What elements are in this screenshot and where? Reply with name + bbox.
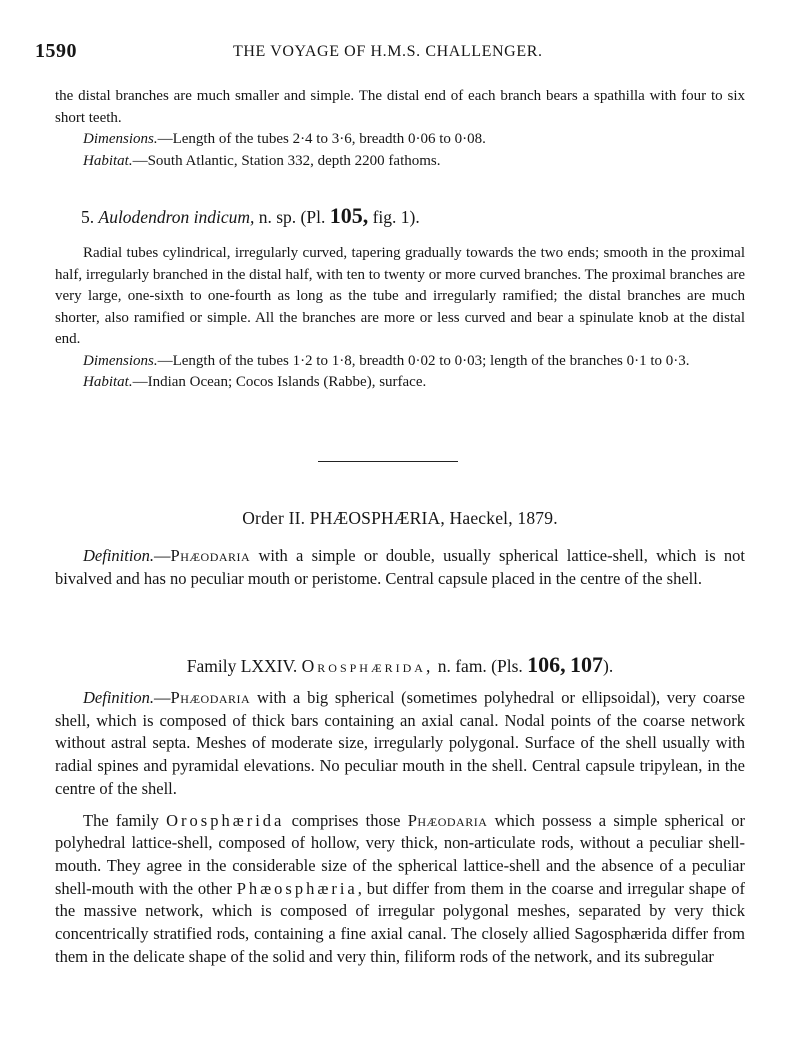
family-definition-paragraph: [55, 687, 745, 801]
section-divider: [318, 461, 458, 462]
habitat-text: —South Atlantic, Station 332, depth 2200 fathoms.: [132, 152, 441, 169]
family-heading: [0, 652, 800, 678]
species-name: Aulodendron indicum,: [98, 207, 255, 227]
body-text-1: comprises those: [284, 810, 408, 830]
dimensions-text: —Length of the tubes 2·4 to 3·6, breadth 0·06 to 0·08.: [157, 131, 486, 147]
order-definition-paragraph: [55, 545, 745, 590]
body-text-2: which possess a simple spherical or polyhedral lattice-shell, composed of hollow, very thick, non-articulate rods, without a peculiar shell-mouth. They agree in the considerable size of the spherical lattice-shell and the absence of a peculiar shell-mouth with the other: [55, 810, 746, 898]
family-close: ).: [603, 656, 614, 676]
species-number: 5.: [81, 207, 95, 227]
definition-group: Phæodaria: [170, 688, 251, 707]
dimensions-label: Dimensions.: [83, 352, 158, 369]
figure-ref: fig. 1).: [372, 207, 420, 227]
family-status: n. fam. (Pls.: [437, 656, 523, 676]
family-name: Orosphærida,: [301, 656, 434, 676]
continuation-paragraph: the distal branches are much smaller and simple. The distal end of each branch bears a spathilla with four to six short teeth.: [55, 88, 745, 126]
page-header: [35, 40, 765, 64]
species-heading: [81, 203, 420, 229]
family-body-paragraph: [55, 810, 745, 969]
definition-dash: —: [154, 688, 171, 707]
body-group: Phæodaria: [407, 810, 488, 830]
body-family-name: Orosphærida: [166, 810, 285, 830]
habitat-text: —Indian Ocean; Cocos Islands (Rabbe), surface.: [132, 374, 427, 390]
family-prefix: Family LXXIV.: [186, 656, 298, 676]
dimensions-text: —Length of the tubes 1·2 to 1·8, breadth 0·02 to 0·03; length of the branches 0·1 to 0·3.: [157, 352, 690, 369]
body-text-3: , but differ from them in the coarse and irregular shape of the massive network, which is composed of irregular polygonal meshes, separated by very thick concentrically stratified rods, containing a fine axial canal. The closely allied Sagosphærida differ from them in the delicate shape of the solid and very thin, filiform rods of the network, and its subregular: [55, 878, 745, 966]
habitat-label: Habitat.: [83, 374, 133, 390]
habitat-label: Habitat.: [83, 152, 133, 169]
species-dimensions-paragraph: [55, 351, 745, 373]
previous-species-section: [55, 86, 745, 172]
running-head: THE VOYAGE OF H.M.S. CHALLENGER.: [233, 43, 543, 60]
family-plate-1: 106,: [527, 652, 566, 677]
habitat-paragraph: [55, 151, 745, 173]
dimensions-label: Dimensions.: [83, 131, 158, 147]
definition-group: Phæodaria: [170, 546, 251, 565]
definition-dash: —: [154, 546, 171, 565]
definition-text: with a simple or double, usually spherical lattice-shell, which is not bivalved and has no peculiar mouth or peristome. Central capsule placed in the centre of the shell.: [55, 546, 745, 588]
dimensions-paragraph: [55, 129, 745, 151]
family-section: [55, 687, 745, 968]
species-description: Radial tubes cylindrical, irregularly curved, tapering gradually towards the two ends; smooth in the proximal half, irregularly branched in the distal half, with ten to twenty or more curved branches. The proximal branches are very large, one-sixth to one-fourth as long as the tube and irregularly ramified; the distal branches are much shorter, also ramified or simple. All the branches are more or less curved and bear a spinulate knob at the distal end.: [55, 245, 745, 347]
species-habitat-paragraph: [55, 372, 745, 394]
species-status: n. sp. (Pl.: [258, 207, 326, 227]
plate-number: 105,: [329, 203, 369, 228]
order-definition-section: [55, 545, 745, 590]
family-plate-2: 107: [570, 652, 604, 677]
body-other-group: Phæosphæria: [236, 878, 358, 898]
body-intro: The family: [83, 810, 167, 830]
page-number: 1590: [35, 40, 77, 62]
definition-label: Definition.: [83, 688, 155, 707]
order-heading: Order II. PHÆOSPHÆRIA, Haeckel, 1879.: [242, 508, 558, 528]
definition-label: Definition.: [83, 546, 155, 565]
species-section: [55, 243, 745, 394]
definition-text: with a big spherical (sometimes polyhedral or ellipsoidal), very coarse shell, which is composed of thick bars containing an axial canal. Nodal points of the coarse network without astral septa. Meshes of moderate size, irregularly polygonal. Surface of the shell usually with radial spines and pyramidal elevations. No peculiar mouth in the shell. Central capsule tripylean, in the centre of the shell.: [55, 688, 745, 798]
